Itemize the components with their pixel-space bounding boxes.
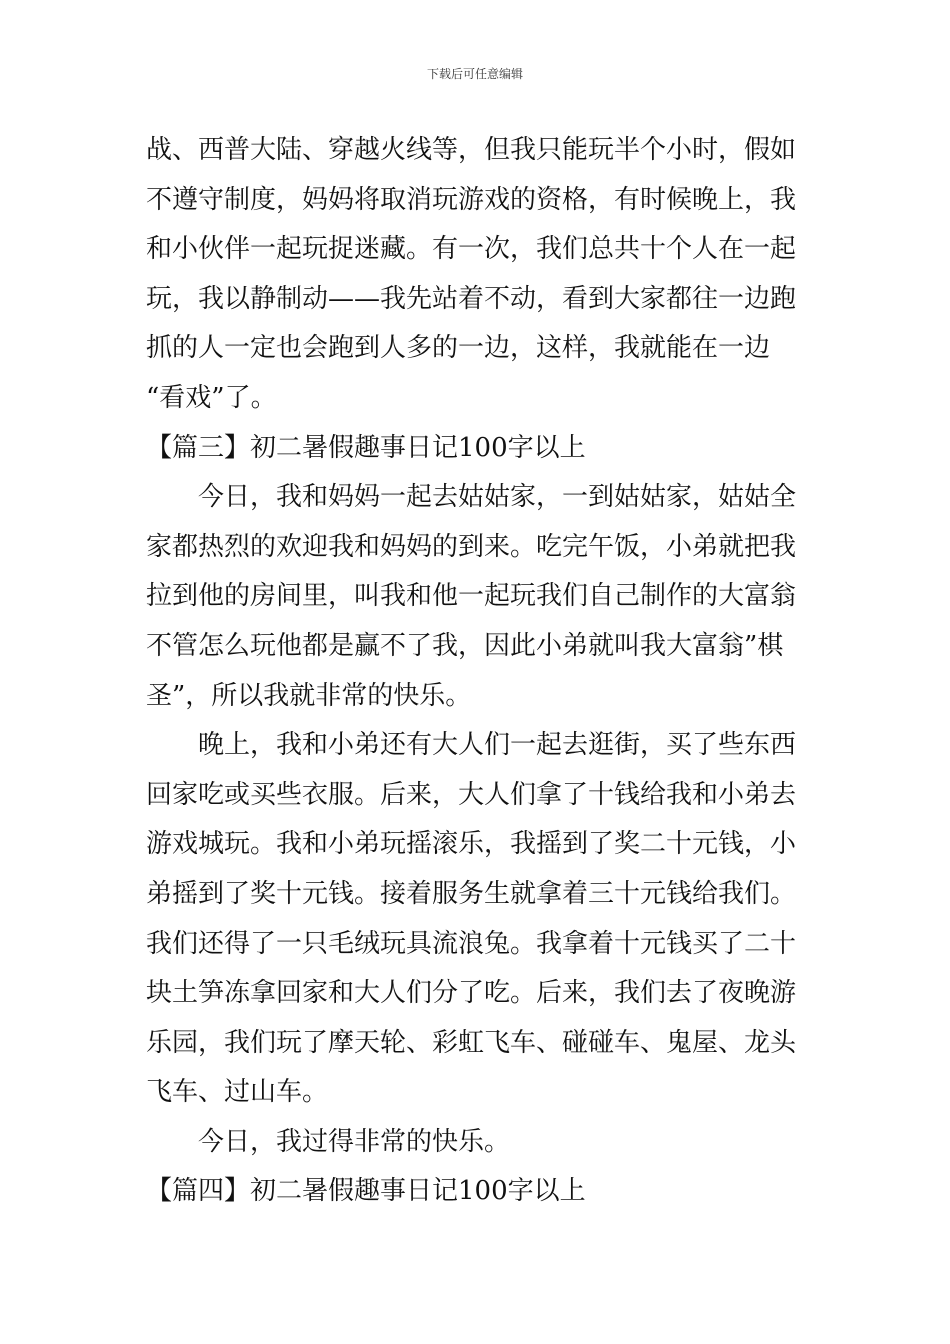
paragraph-c <box>146 721 810 1118</box>
text-line: 今日，我过得非常的快乐。 <box>198 1126 511 1157</box>
page-header: 下载后可任意编辑 <box>426 67 523 81</box>
text-line: 回家吃或买些衣服。后来，大人们拿了十钱给我和小弟去 <box>146 779 797 810</box>
text-line: 游戏城玩。我和小弟玩摇滚乐，我摇到了奖二十元钱，小 <box>146 829 797 860</box>
section-heading-4: 【篇四】初二暑假趣事日记100字以上 <box>146 1176 586 1207</box>
paragraph-d <box>146 1118 810 1168</box>
text-line: 乐园，我们玩了摩天轮、彩虹飞车、碰碰车、鬼屋、龙头 <box>146 1027 797 1058</box>
text-line: 拉到他的房间里，叫我和他一起玩我们自己制作的大富翁 <box>146 581 797 612</box>
text-line: 我们还得了一只毛绒玩具流浪兔。我拿着十元钱买了二十 <box>146 928 797 959</box>
text-line: 晚上，我和小弟还有大人们一起去逛街，买了些东西 <box>198 730 797 761</box>
text-line: 抓的人一定也会跑到人多的一边，这样，我就能在一边 <box>146 333 771 364</box>
document-body <box>146 126 810 1217</box>
text-line: 玩，我以静制动——我先站着不动，看到大家都往一边跑 <box>146 283 797 314</box>
text-line: 飞车、过山车。 <box>146 1077 329 1108</box>
text-line: 块土笋冻拿回家和大人们分了吃。后来，我们去了夜晚游 <box>146 978 797 1009</box>
text-line: 圣”，所以我就非常的快乐。 <box>146 680 472 711</box>
text-line: 和小伙伴一起玩捉迷藏。有一次，我们总共十个人在一起 <box>146 234 797 265</box>
text-line: 不管怎么玩他都是赢不了我，因此小弟就叫我大富翁”棋 <box>146 630 784 661</box>
text-line: 战、西普大陆、穿越火线等，但我只能玩半个小时，假如 <box>146 135 797 165</box>
section-heading-3: 【篇三】初二暑假趣事日记100字以上 <box>146 432 586 463</box>
text-line: 弟摇到了奖十元钱。接着服务生就拿着三十元钱给我们。 <box>146 878 797 909</box>
paragraph-b <box>146 473 810 721</box>
paragraph-a <box>146 126 810 424</box>
text-line: 家都热烈的欢迎我和妈妈的到来。吃完午饭，小弟就把我 <box>146 531 797 562</box>
text-line: “看戏”了。 <box>146 382 277 413</box>
text-line: 今日，我和妈妈一起去姑姑家，一到姑姑家，姑姑全 <box>198 482 797 513</box>
text-line: 不遵守制度，妈妈将取消玩游戏的资格，有时候晚上，我 <box>146 184 797 215</box>
